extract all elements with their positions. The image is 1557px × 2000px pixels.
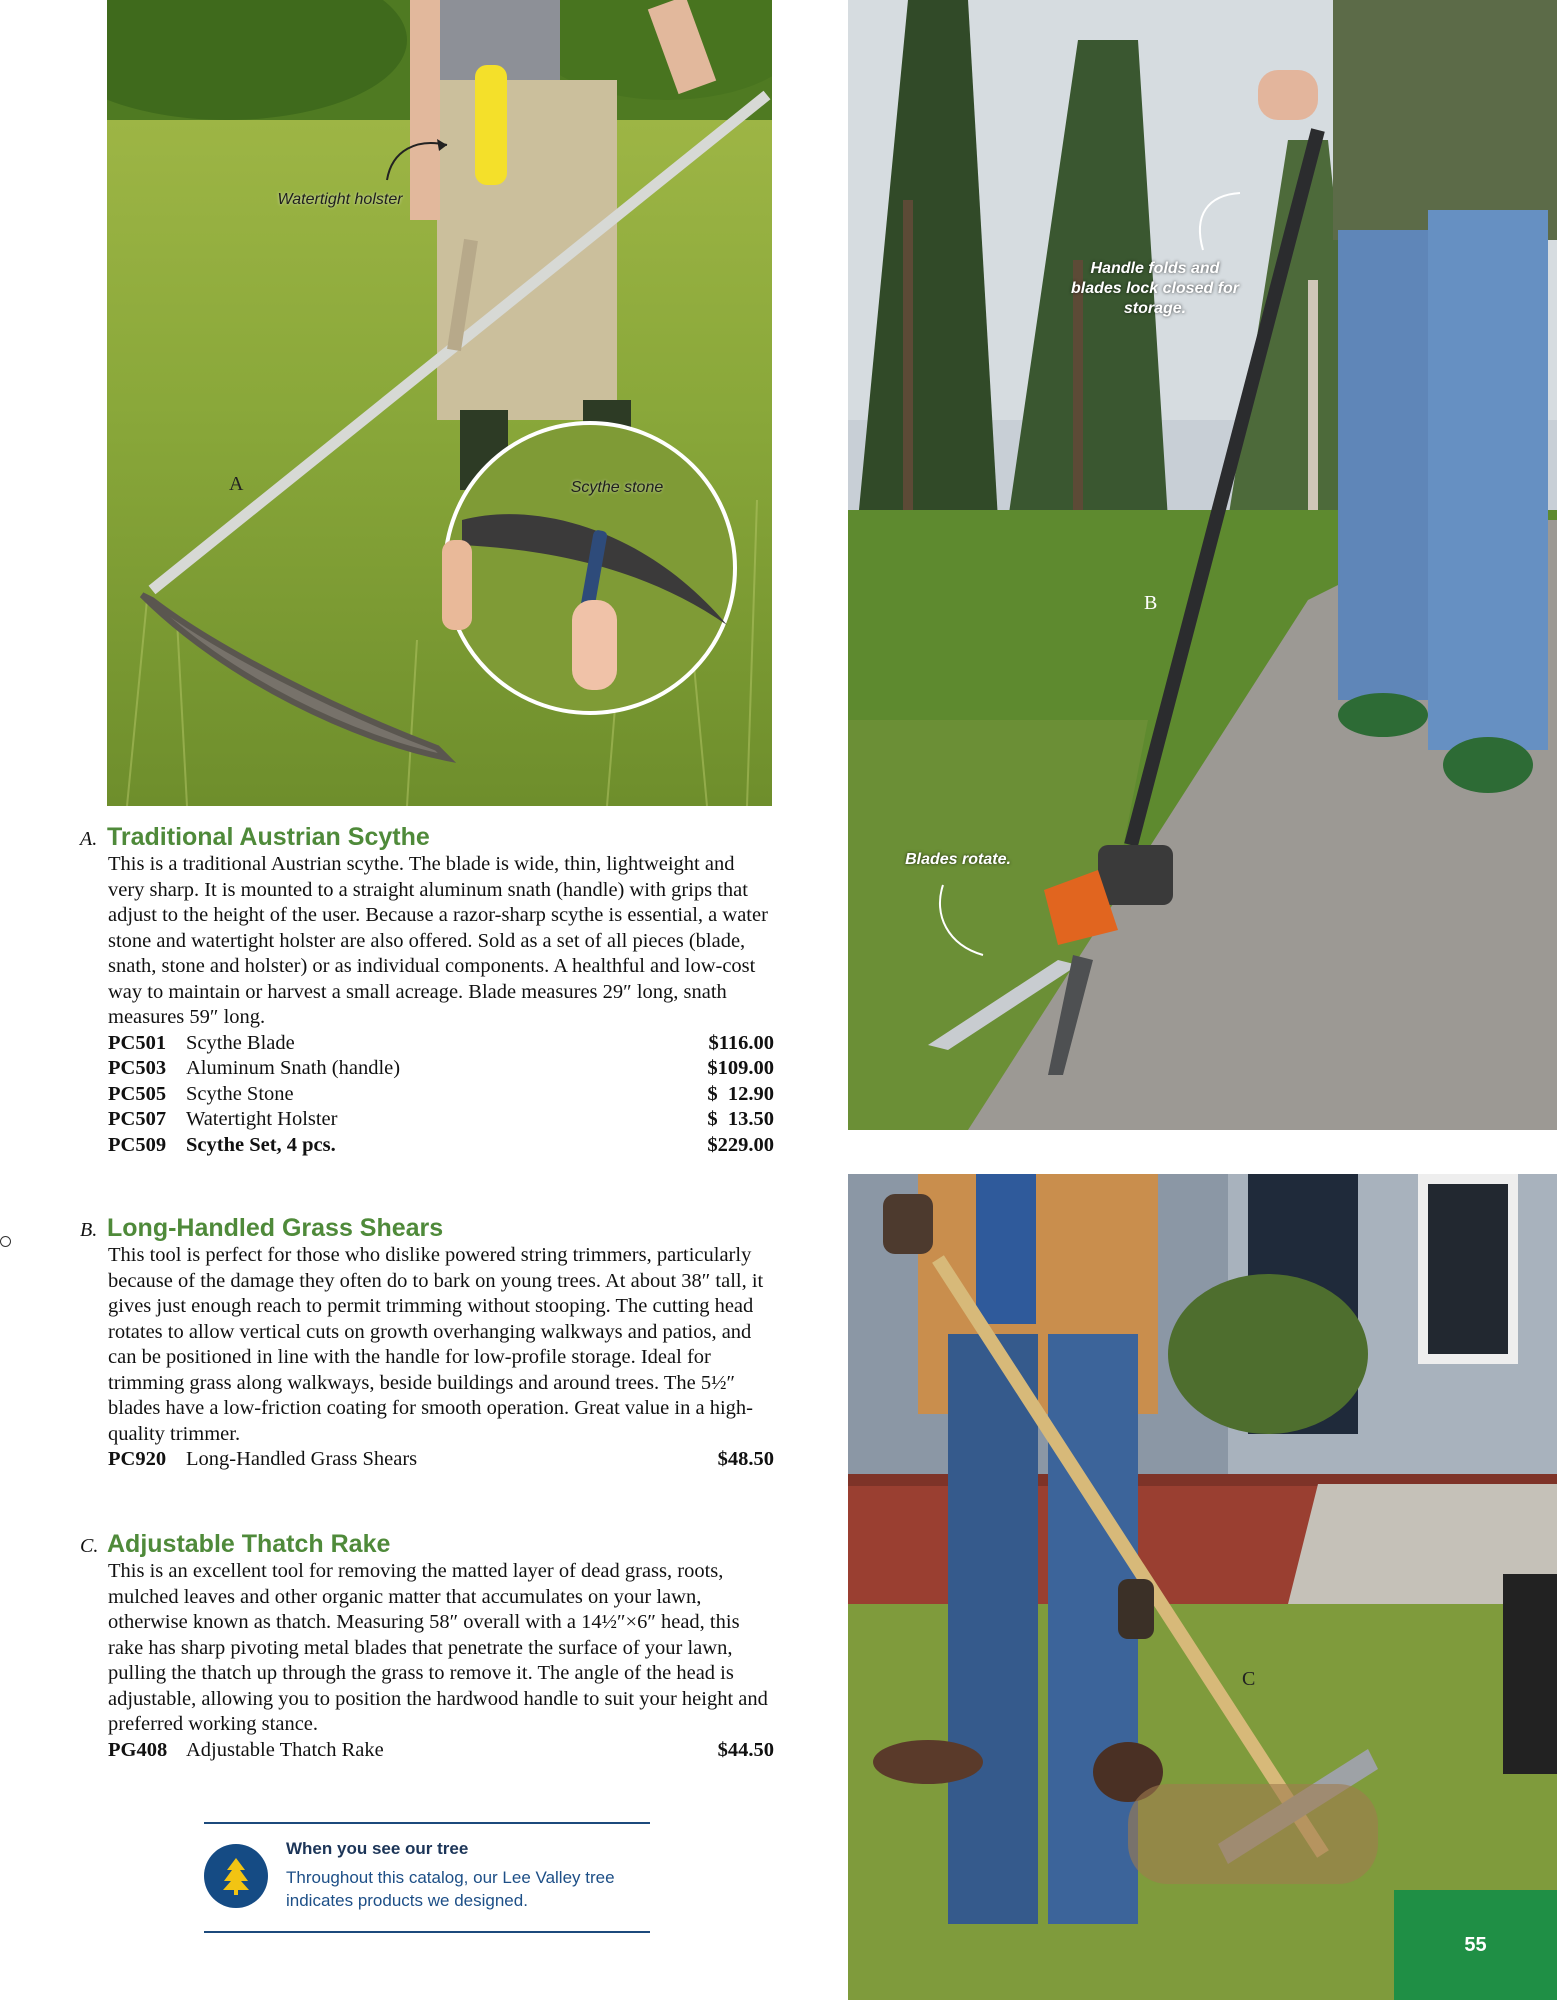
item-price: $48.50 [717,1448,774,1470]
item-row [108,1107,774,1133]
product-long-handled-grass-shears [80,1214,774,1473]
item-code: PC509 [108,1133,167,1156]
grass-shears-illustration [848,0,1557,1130]
item-name: Long-Handled Grass Shears [186,1448,418,1470]
product-letter: C. [80,1535,99,1557]
item-name: Adjustable Thatch Rake [186,1738,384,1761]
item-price: $116.00 [708,1031,774,1054]
thatch-rake-illustration [848,1174,1557,2000]
tree-icon [204,1844,268,1908]
product-description: This is an excellent tool for removing the matted layer of dead grass, roots, mulched leaves and other organic matter that accumulates on your lawn, otherwise known as thatch. Measuring 58″ overall with a 14½″×6″ head, this rake has sharp pivoting metal blades that penetrate the surface of your lawn, pulling the thatch up through the grass to remove it. The angle of the head is adjustable, allowing you to position the hardwood handle to suit your height and preferred working stance. [108,1560,768,1735]
callout-handle-folds: Handle folds and blades lock closed for storage. [1070,260,1240,317]
item-code: PC920 [108,1448,167,1470]
tree-glyph [221,1856,251,1896]
photo-letter-c: C [1242,1668,1256,1690]
binder-hole-mark [0,1236,11,1247]
product-header [80,1214,774,1243]
item-row [108,1031,774,1057]
product-header [80,1530,774,1559]
photo-letter-b: B [1144,592,1158,614]
callout-watertight-holster: Watertight holster [277,191,403,208]
item-price: $ 13.50 [707,1108,774,1130]
item-list [108,1738,774,1764]
photo-grass-shears [848,0,1557,1130]
item-row [108,1056,774,1082]
product-title: Traditional Austrian Scythe [107,823,430,851]
item-row [108,1738,774,1764]
item-code: PC507 [108,1108,167,1130]
item-name: Watertight Holster [186,1108,338,1130]
photo-thatch-rake [848,1174,1557,2000]
item-price: $229.00 [707,1133,774,1156]
product-description: This tool is perfect for those who dislike powered string trimmers, particularly because of the damage they often do to bark on young trees. At about 38″ tall, it gives just enough reach to permit trimming without stooping. The cutting head rotates to allow vertical cuts on growth overhanging walkways and patios, and can be positioned in line with the handle for low-profile storage. Ideal for trimming grass along walkways, beside buildings and around trees. The 5½″ blades have a low-friction coating for smooth operation. Great value in a high-quality trimmer. [108,1244,764,1445]
tree-notice-text: Throughout this catalog, our Lee Valley tree indicates products we designed. [286,1868,615,1910]
callout-scythe-stone: Scythe stone [570,479,664,496]
product-letter: A. [80,828,98,850]
item-name: Aluminum Snath (handle) [186,1057,401,1079]
item-row [108,1082,774,1108]
product-letter: B. [80,1219,98,1241]
item-row [108,1447,774,1473]
item-code: PC501 [108,1031,167,1054]
page-number: 55 [1394,1890,1557,2000]
item-list [108,1447,774,1473]
product-title: Adjustable Thatch Rake [107,1530,391,1558]
photo-letter-a: A [229,473,244,495]
product-adjustable-thatch-rake [80,1530,774,1763]
product-title: Long-Handled Grass Shears [107,1214,444,1242]
item-list [108,1031,774,1159]
product-description: This is a traditional Austrian scythe. The blade is wide, thin, lightweight and very sharp. It is mounted to a straight aluminum snath (handle) with grips that adjust to the height of the user. Because a razor-sharp scythe is essential, a water stone and watertight holster are also offered. Sold as a set of all pieces (blade, snath, stone and holster) or as individual components. A healthful and low-cost way to maintain or harvest a small acreage. Blade measures 29″ long, snath measures 59″ long. [108,853,768,1028]
item-code: PC503 [108,1057,167,1079]
item-name: Scythe Set, 4 pcs. [186,1133,336,1156]
item-name: Scythe Stone [186,1082,294,1105]
item-price: $44.50 [717,1738,774,1761]
item-code: PG408 [108,1738,168,1761]
callout-blades-rotate: Blades rotate. [905,851,1011,868]
item-price: $109.00 [707,1057,774,1079]
item-code: PC505 [108,1082,167,1105]
product-traditional-austrian-scythe [80,823,774,1158]
item-name: Scythe Blade [186,1031,295,1054]
tree-notice [204,1822,650,1933]
tree-notice-title: When you see our tree [286,1839,469,1858]
photo-scythe [107,0,772,806]
item-row [108,1133,774,1159]
product-header [80,823,774,852]
scythe-illustration [107,0,772,806]
item-price: $ 12.90 [707,1082,774,1105]
